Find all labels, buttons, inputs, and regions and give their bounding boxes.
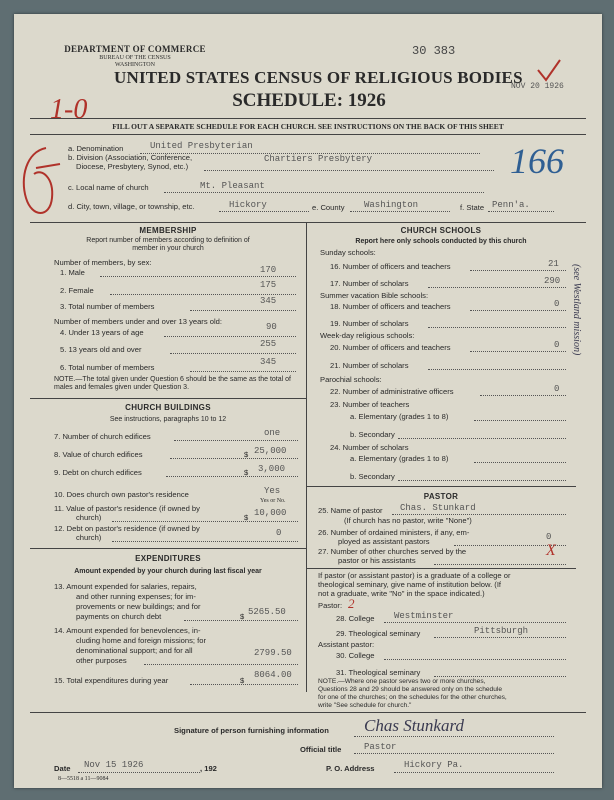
assistant-pastor-label: Assistant pastor:: [318, 640, 375, 649]
margin-note: (see Westland mission): [571, 264, 582, 356]
pastor-sub-label: Pastor:: [318, 601, 343, 610]
male-label: 1. Male: [60, 268, 85, 277]
pastor-name-value: Chas. Stunkard: [400, 503, 476, 513]
weekday-officers-label: 20. Number of officers and teachers: [330, 343, 451, 352]
department-label: DEPARTMENT OF COMMERCE: [64, 44, 206, 54]
city-town-label: d. City, town, village, or township, etc.: [68, 202, 195, 211]
pastor-note-2: Questions 28 and 29 should be answered only on the schedule: [318, 686, 503, 693]
edifice-debt-label: 9. Debt on church edifices: [54, 468, 142, 477]
teachers-secondary-label: b. Secondary: [350, 430, 395, 439]
scholars-elementary-label: a. Elementary (grades 1 to 8): [350, 454, 449, 463]
official-title-value: Pastor: [364, 742, 397, 752]
blue-handwritten-number: 166: [510, 141, 564, 181]
graduate-instruction-2: theological seminary, give name of institution below. (If: [318, 580, 502, 589]
schools-heading: CHURCH SCHOOLS: [400, 226, 482, 235]
state-label: f. State: [460, 203, 485, 212]
form-title: UNITED STATES CENSUS OF RELIGIOUS BODIES: [114, 68, 523, 87]
sunday-schools-label: Sunday schools:: [320, 248, 376, 257]
total-expenditures-value: 8064.00: [254, 670, 292, 680]
pastor-note-3: for one of the churches; on the schedules for the other churches,: [318, 694, 507, 701]
denomination-value: United Presbyterian: [150, 141, 253, 151]
footer-rule: [30, 712, 586, 713]
date-value: Nov 15 1926: [84, 760, 144, 770]
vacation-schools-label: Summer vacation Bible schools:: [320, 291, 429, 300]
county-label: e. County: [312, 203, 345, 212]
vacation-officers-value: 0: [554, 299, 560, 309]
red-handwritten-mark: [16, 138, 66, 238]
pastor-name-label: 25. Name of pastor: [318, 506, 383, 515]
print-code: 8—5518 a 11—9084: [58, 776, 109, 782]
pastor-hand-mark: 2: [348, 596, 355, 611]
signature-value: Chas Stunkard: [364, 716, 464, 735]
edifice-debt-value: 3,000: [258, 464, 286, 474]
other-churches-label: 27. Number of other churches served by the: [318, 547, 467, 556]
membership-sub-1: Report number of members according to definition of: [86, 237, 250, 244]
by-sex-label: Number of members, by sex:: [54, 258, 152, 267]
weekday-schools-label: Week-day religious schools:: [320, 331, 415, 340]
pastor-note-1: NOTE.—Where one pastor serves two or more churches,: [318, 678, 486, 685]
expenditures-heading: EXPENDITURES: [135, 554, 201, 563]
under-13-label: 4. Under 13 years of age: [60, 328, 144, 337]
signature-label: Signature of person furnishing information: [174, 726, 329, 735]
po-address-label: P. O. Address: [326, 764, 375, 773]
other-churches-value: X: [546, 542, 556, 559]
denomination-label: a. Denomination: [68, 144, 124, 153]
parochial-schools-label: Parochial schools:: [320, 375, 382, 384]
seminary-label: 29. Theological seminary: [336, 629, 421, 638]
total-members-label: 3. Total number of members: [60, 302, 155, 311]
admin-officers-value: 0: [554, 384, 560, 394]
city-town-value: Hickory: [229, 200, 267, 210]
benevolences-label: 14. Amount expended for benevolences, in-: [54, 626, 201, 635]
total-members-value: 345: [260, 296, 277, 306]
membership-sub-2: member in your church: [132, 245, 204, 252]
census-schedule-sheet: DEPARTMENT OF COMMERCE BUREAU OF THE CENSUS WASHINGTON 30 383 NOV 20 1926 UNITED STATES CENSUS OF RELIGIOUS BODIES SCHEDULE: 1926 1-0 FILL OUT A SEPARATE SCHEDULE FOR EACH CHURCH. SEE INSTRUCTIONS ON THE BACK OF THIS SHEET 166 a. Denomination United Presbyterian b. Division (Association, Conference, Chartiers Presbytery Diocese, Presbytery, Synod, etc.) c. Local name of church Mt. Pleasant d. City, town, village, or township, etc. Hickory e. County Washington f. State Penn'a. MEMBERSHIP Report number of members according to definition of member in your church Number of members, by sex: 1. Male 170 2. Female 175 3. Total number of members 345 Number of members under and over 13 years old: 4. Under 13 years of age 90 5. 13 years old and over 255 6. Total number of members 345 NOTE.—The total given under Question 6 should be the same as the total of males and females given under Question 3. CHURCH BUILDINGS See instructions, paragraphs 10 to 12 7. Number of church edifices one 8. Value of church edifices $ 25,000 9. Debt on church edifices $ 3,000 10. Does church own pastor's residence Yes Yes or No. 11. Value of pastor's residence (if owned by church) $ 10,000 12. Debt on pastor's residence (if owned by church) 0 EXPENDITURES Amount expended by your church during last fiscal year 13. Amount expended for salaries, repairs, and other running expenses; for im- provements or new buildings; and for payments on church debt $ 5265.50 14. Amount expended for benevolences, in- cluding home and foreign missions; for denominational support; and for all other purposes 2799.50 15. Total expenditures during year $ 8064.00 CHURCH SCHOOLS Report here only schools conducted by this church Sunday schools: 16. Number of officers and teachers 21 17. Number of scholars 290 Summer vacation Bible schools: 18. Number of officers and teachers 0 19. Number of scholars Week-day religious schools: 20. Number of officers and teachers 0 21. Number of scholars Parochial schools: 22. Number of administrative officers 0 23. Number of teachers a. Elementary (grades 1 to 8) b. Secondary 24. Number of scholars a. Elementary (grades 1 to 8) b. Secondary (see Westland mission) PASTOR 25. Name of pastor Chas. Stunkard (If church has no pastor, write "None") 26. Number of ordained ministers, if any, em- ployed as assistant pastors 0 27. Number of other churches served by the pastor or his assistants X If pastor (or assistant pastor) is a graduate of a college or theological seminary, give name of institution below. (If not a graduate, write "No" in the space indicated.) Pastor: 2 28. College Westminster 29. Theological seminary Pittsburgh Assistant pastor: 30. College 31. Theological seminary NOTE.—Where one pastor serves two or more churches, Questions 28 and 29 should be answered only on the schedule for one of the churches; on the schedules for the other churches, write "See schedule for church." Signature of person furnishing information Chas Stunkard Official title Pastor Date Nov 15 1926 , 192 P. O. Address Hickory Pa. 8—5518 a 11—9084: [14, 14, 602, 788]
yes-no-hint: Yes or No.: [260, 498, 286, 504]
female-value: 175: [260, 280, 277, 290]
serial-number: 30 383: [412, 44, 456, 58]
pastor-residence-label: 10. Does church own pastor's residence: [54, 490, 189, 499]
membership-note: NOTE.—The total given under Question 6 should be the same as the total of males and females given under Question 3.: [54, 376, 291, 391]
bureau-label: BUREAU OF THE CENSUS: [99, 55, 171, 61]
division-value: Chartiers Presbytery: [264, 154, 373, 164]
county-value: Washington: [364, 200, 419, 210]
weekday-officers-value: 0: [554, 340, 560, 350]
vacation-scholars-label: 19. Number of scholars: [330, 319, 409, 328]
division-label-2: Diocese, Presbytery, Synod, etc.): [76, 162, 189, 171]
graduate-instruction-3: not a graduate, write "No" in the space indicated.): [318, 589, 485, 598]
schools-sub: Report here only schools conducted by this church: [355, 238, 527, 245]
assistant-seminary-label: 31. Theological seminary: [336, 668, 421, 677]
over-13-value: 255: [260, 339, 277, 349]
red-check-mark: [534, 56, 564, 86]
handwritten-code: 1-0: [50, 94, 88, 125]
pastor-heading: PASTOR: [423, 492, 459, 501]
state-value: Penn'a.: [492, 200, 530, 210]
buildings-heading: CHURCH BUILDINGS: [125, 403, 211, 412]
received-date-stamp: NOV 20 1926: [511, 82, 564, 91]
scholars-secondary-label: b. Secondary: [350, 472, 395, 481]
total-members-label-2: 6. Total number of members: [60, 363, 155, 372]
teachers-elementary-label: a. Elementary (grades 1 to 8): [350, 412, 449, 421]
male-value: 170: [260, 265, 277, 275]
ordained-ministers-value: 0: [546, 532, 552, 542]
graduate-instruction-1: If pastor (or assistant pastor) is a graduate of a college or: [318, 571, 511, 580]
sunday-officers-value: 21: [548, 259, 559, 269]
sunday-scholars-value: 290: [544, 276, 561, 286]
local-name-label: c. Local name of church: [68, 183, 149, 192]
instruction-rule: [30, 134, 586, 135]
college-value: Westminster: [394, 611, 454, 621]
total-members-value-2: 345: [260, 357, 277, 367]
edifice-value-value: 25,000: [254, 446, 287, 456]
pastor-note-4: write "See schedule for church.": [318, 702, 412, 709]
vacation-officers-label: 18. Number of officers and teachers: [330, 302, 451, 311]
under-13-value: 90: [266, 322, 277, 332]
division-label: b. Division (Association, Conference,: [68, 153, 193, 162]
po-address-value: Hickory Pa.: [404, 760, 464, 770]
center-divider: [306, 222, 307, 692]
running-expenses-value: 5265.50: [248, 607, 286, 617]
schedule-title: SCHEDULE: 1926: [232, 90, 386, 111]
residence-value-value: 10,000: [254, 508, 287, 518]
city-label: WASHINGTON: [115, 62, 155, 68]
official-title-label: Official title: [300, 745, 342, 754]
admin-officers-label: 22. Number of administrative officers: [330, 387, 454, 396]
expenditures-sub: Amount expended by your church during last fiscal year: [74, 568, 262, 575]
total-expenditures-label: 15. Total expenditures during year: [54, 676, 169, 685]
scholars-label: 24. Number of scholars: [330, 443, 409, 452]
weekday-scholars-label: 21. Number of scholars: [330, 361, 409, 370]
seminary-value: Pittsburgh: [474, 626, 529, 636]
header-rule: [30, 118, 586, 119]
benevolences-value: 2799.50: [254, 648, 292, 658]
residence-debt-value: 0: [276, 528, 282, 538]
no-pastor-hint: (If church has no pastor, write "None"): [344, 516, 472, 525]
teachers-label: 23. Number of teachers: [330, 400, 410, 409]
residence-value-label: 11. Value of pastor's residence (if owned by: [54, 504, 200, 513]
edifice-value-label: 8. Value of church edifices: [54, 450, 143, 459]
pastor-residence-value: Yes: [264, 486, 281, 496]
church-edifices-label: 7. Number of church edifices: [54, 432, 151, 441]
college-label: 28. College: [336, 614, 375, 623]
buildings-sub: See instructions, paragraphs 10 to 12: [109, 416, 227, 423]
ordained-ministers-label: 26. Number of ordained ministers, if any, em-: [318, 528, 470, 537]
year-suffix: , 192: [200, 764, 217, 773]
residence-debt-label: 12. Debt on pastor's residence (if owned by: [54, 524, 200, 533]
female-label: 2. Female: [60, 286, 94, 295]
over-13-label: 5. 13 years old and over: [60, 345, 142, 354]
church-edifices-value: one: [264, 428, 281, 438]
under-over-label: Number of members under and over 13 years old:: [54, 317, 222, 326]
running-expenses-label: 13. Amount expended for salaries, repairs,: [54, 582, 197, 591]
date-label: Date: [54, 764, 71, 773]
membership-heading: MEMBERSHIP: [139, 226, 197, 235]
local-name-value: Mt. Pleasant: [200, 181, 265, 191]
instruction-line: FILL OUT A SEPARATE SCHEDULE FOR EACH CHURCH. SEE INSTRUCTIONS ON THE BACK OF THIS SHEET: [112, 122, 504, 131]
section-top-rule: [30, 222, 586, 223]
assistant-college-label: 30. College: [336, 651, 375, 660]
sunday-officers-label: 16. Number of officers and teachers: [330, 262, 451, 271]
sunday-scholars-label: 17. Number of scholars: [330, 279, 409, 288]
